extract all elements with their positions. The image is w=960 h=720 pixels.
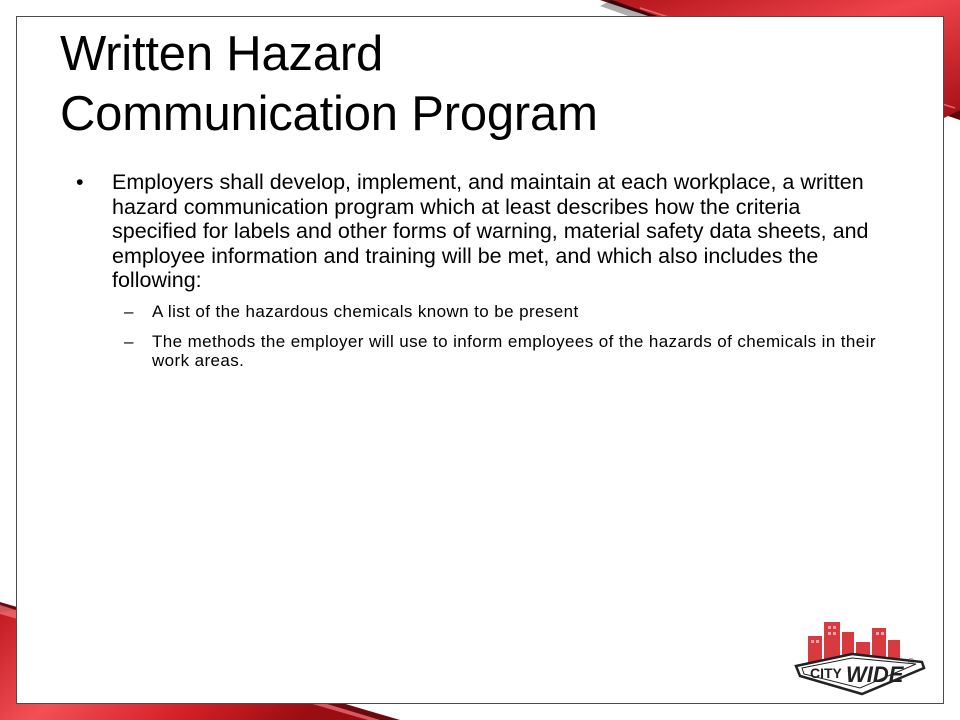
sub-bullet-marker: – [124,331,134,351]
logo-registered-mark: ® [908,657,914,666]
slide-body [76,170,876,381]
logo-wide-text: WIDE [846,662,904,687]
sub-bullet-item [124,302,876,321]
slide-title [60,24,780,144]
sub-bullet-item [124,332,876,370]
logo-city-text: CITY [810,665,842,681]
main-bullet [76,170,876,293]
bullet-marker: • [76,170,84,194]
sub-bullet-text: A list of the hazardous chemicals known to be present [152,301,579,321]
title-line-2: Communication Program [60,87,598,141]
citywide-logo [792,616,932,698]
title-line-1: Written Hazard [60,27,384,81]
sub-bullet-text: The methods the employer will use to inform employees of the hazards of chemicals in their work areas. [152,331,876,370]
sub-bullet-marker: – [124,301,134,321]
main-bullet-text: Employers shall develop, implement, and maintain at each workplace, a written hazard communication program which at least describes how the criteria specified for labels and other forms of warning, material safety data sheets, and employee information and training will be met, and which also includes the following: [112,170,869,292]
sub-bullet-list [76,302,876,370]
